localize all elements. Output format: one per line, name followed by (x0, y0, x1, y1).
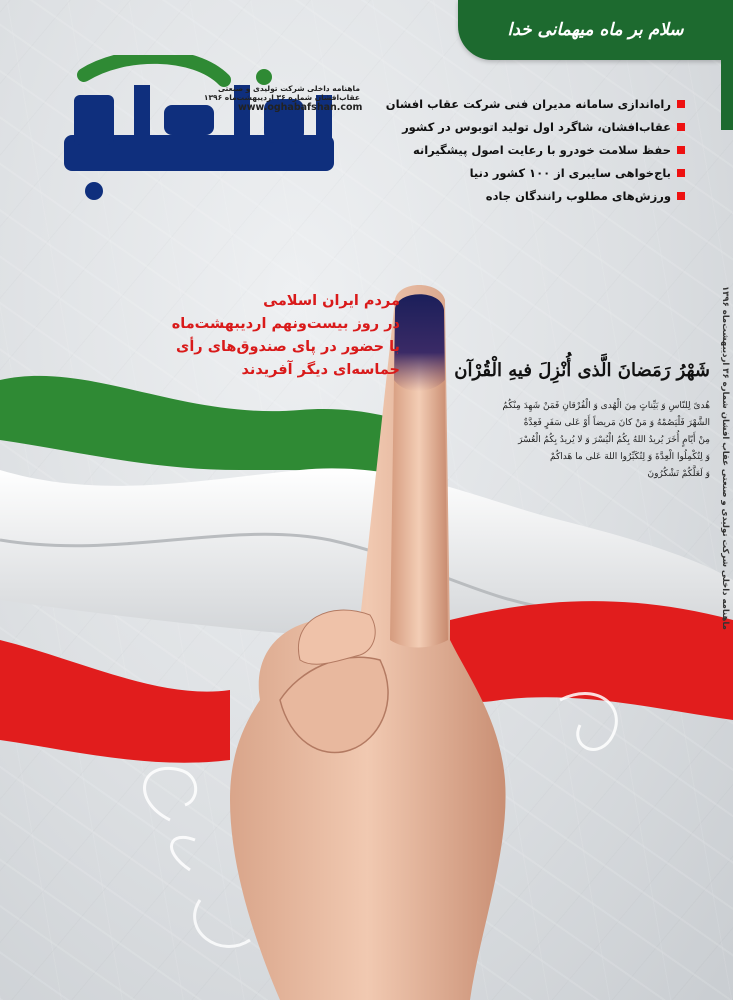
logo-dot (85, 182, 103, 200)
headline-item[interactable]: باج‌خواهی سایبری از ۱۰۰ کشور دنیا (355, 161, 685, 184)
headline-list (355, 92, 685, 207)
website-link[interactable]: www.oghabafshan.com (238, 102, 363, 113)
swirl-right (560, 694, 616, 750)
headline-item[interactable]: عقاب‌افشان، شاگرد اول تولید اتوبوس در کشور (355, 115, 685, 138)
headline-item[interactable]: راه‌اندازی سامانه مدیران فنی شرکت عقاب افشان (355, 92, 685, 115)
ramadan-banner-text: سلام بر ماه میهمانی خدا (507, 20, 684, 40)
bullet-square-icon (677, 100, 685, 108)
flag-red-band (0, 640, 230, 763)
logo-green-arc (84, 57, 224, 80)
green-side-strip (721, 60, 733, 130)
swirl-bottom (195, 900, 250, 946)
swirl-left (145, 768, 196, 870)
bullet-square-icon (677, 192, 685, 200)
bullet-square-icon (677, 123, 685, 131)
bullet-square-icon (677, 146, 685, 154)
magazine-logo (64, 55, 354, 215)
issue-line: ماهنامه داخلی شرکت تولیدی و صنعتی عقاب‌افشان شماره ۳۶ اردیبهشت‌ماه ۱۳۹۶ (203, 84, 360, 102)
spine-text: ماهنامه داخلی شرکت تولیدی و صنعتی عقاب افشان شماره ۳۶ اردیبهشت‌ماه ۱۳۹۶ (720, 286, 730, 630)
headline-item[interactable]: ورزش‌های مطلوب رانندگان جاده (355, 184, 685, 207)
bullet-square-icon (677, 169, 685, 177)
quran-title: شَهْرُ رَمَضانَ الَّذی أُنْزِلَ فیهِ الْقُرْآن (454, 360, 710, 381)
quran-verse: هُدىً لِلنّاسِ وَ بَیِّناتٍ مِنَ الْهُدى‌ وَ الْفُرْقانِ فَمَنْ شَهِدَ مِنْکُمُ الشَّهْرَ فَلْیَصُمْهُ وَ مَنْ کانَ مَریضاً أَوْ عَلى‌ سَفَرٍ فَعِدَّةٌ مِنْ أَیّامٍ أُخَرَ یُریدُ اللهُ بِکُمُ الْیُسْرَ وَ لا یُریدُ بِکُمُ الْعُسْرَ وَ لِتُکْمِلُوا الْعِدَّةَ وَ لِتُکَبِّرُوا اللهَ عَلى‌ ما هَداکُمْ وَ لَعَلَّکُمْ تَشْکُرُونَ (502, 401, 710, 479)
headline-item[interactable]: حفظ سلامت خودرو با رعایت اصول پیشگیرانه (355, 138, 685, 161)
flag-red-band-right (450, 601, 733, 720)
logo-green-dot (256, 69, 272, 85)
flag-green-band (0, 376, 440, 480)
ramadan-banner (458, 0, 733, 60)
election-text: مردم ایران اسلامی در روز بیست‌ونهم اردیبهشت‌ماه با حضور در پای صندوق‌های رأی حماسه‌ای دیگر آفریدند (171, 293, 400, 378)
